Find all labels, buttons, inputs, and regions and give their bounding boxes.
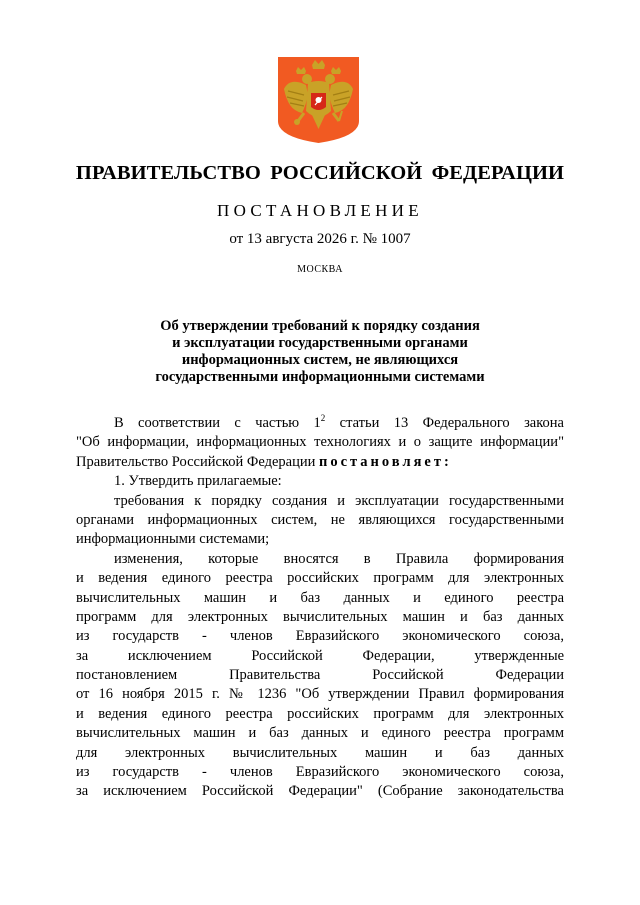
body-line: от 16 ноября 2015 г. № 1236 "Об утверждении Правил формирования (76, 686, 564, 703)
body-line: из государств - членов Евразийского экономического союза, (76, 764, 564, 781)
document-city: МОСКВА (297, 264, 343, 275)
document-body (76, 414, 564, 802)
body-line (76, 453, 564, 472)
body-line: и ведения единого реестра российских программ для электронных (76, 570, 564, 587)
body-line: требования к порядку создания и эксплуатации государственными (114, 492, 564, 509)
title-line: и эксплуатации государственными органами (172, 335, 468, 351)
body-line (76, 414, 564, 433)
body-line: вычислительных машин и баз данных и единого реестра (76, 589, 564, 606)
body-line: постановлением Правительства Российской Федерации (76, 667, 564, 684)
body-line: вычислительных машин и баз данных и единого реестра программ (76, 725, 564, 742)
document-title (120, 318, 520, 386)
body-line: изменения, которые вносятся в Правила формирования (114, 550, 564, 567)
body-line: для электронных вычислительных машин и баз данных (76, 744, 564, 761)
document-type: ПОСТАНОВЛЕНИЕ (217, 201, 423, 220)
body-line: "Об информации, информационных технологиях и о защите информации" (76, 434, 564, 451)
body-line: органами информационных систем, не являющихся государственными (76, 511, 564, 528)
body-line: за исключением Российской Федерации, утвержденные (76, 647, 564, 664)
title-line: Об утверждении требований к порядку создания (160, 318, 480, 334)
body-text: статьи 13 Федерального закона (325, 415, 564, 431)
coat-of-arms-icon (276, 55, 361, 145)
title-line: государственными информационными системами (155, 369, 485, 385)
organization-title: ПРАВИТЕЛЬСТВО РОССИЙСКОЙ ФЕДЕРАЦИИ (75, 162, 565, 184)
body-text: В соответствии с частью 1 (114, 415, 321, 431)
body-line: за исключением Российской Федерации" (Собрание законодательства (76, 783, 564, 800)
body-line: 1. Утвердить прилагаемые: (114, 473, 282, 490)
body-line: информационными системами; (76, 531, 270, 548)
body-line: и ведения единого реестра российских программ для электронных (76, 705, 564, 722)
document-date-number: от 13 августа 2026 г. № 1007 (229, 231, 411, 247)
title-line: информационных систем, не являющихся (181, 352, 459, 368)
body-line: из государств - членов Евразийского экономического союза, (76, 628, 564, 645)
body-text: Правительство Российской Федерации (76, 453, 319, 470)
superscript: 2 (320, 413, 326, 423)
body-line: программ для электронных вычислительных машин и баз данных (76, 608, 564, 625)
decree-word: постановляет: (318, 453, 452, 470)
